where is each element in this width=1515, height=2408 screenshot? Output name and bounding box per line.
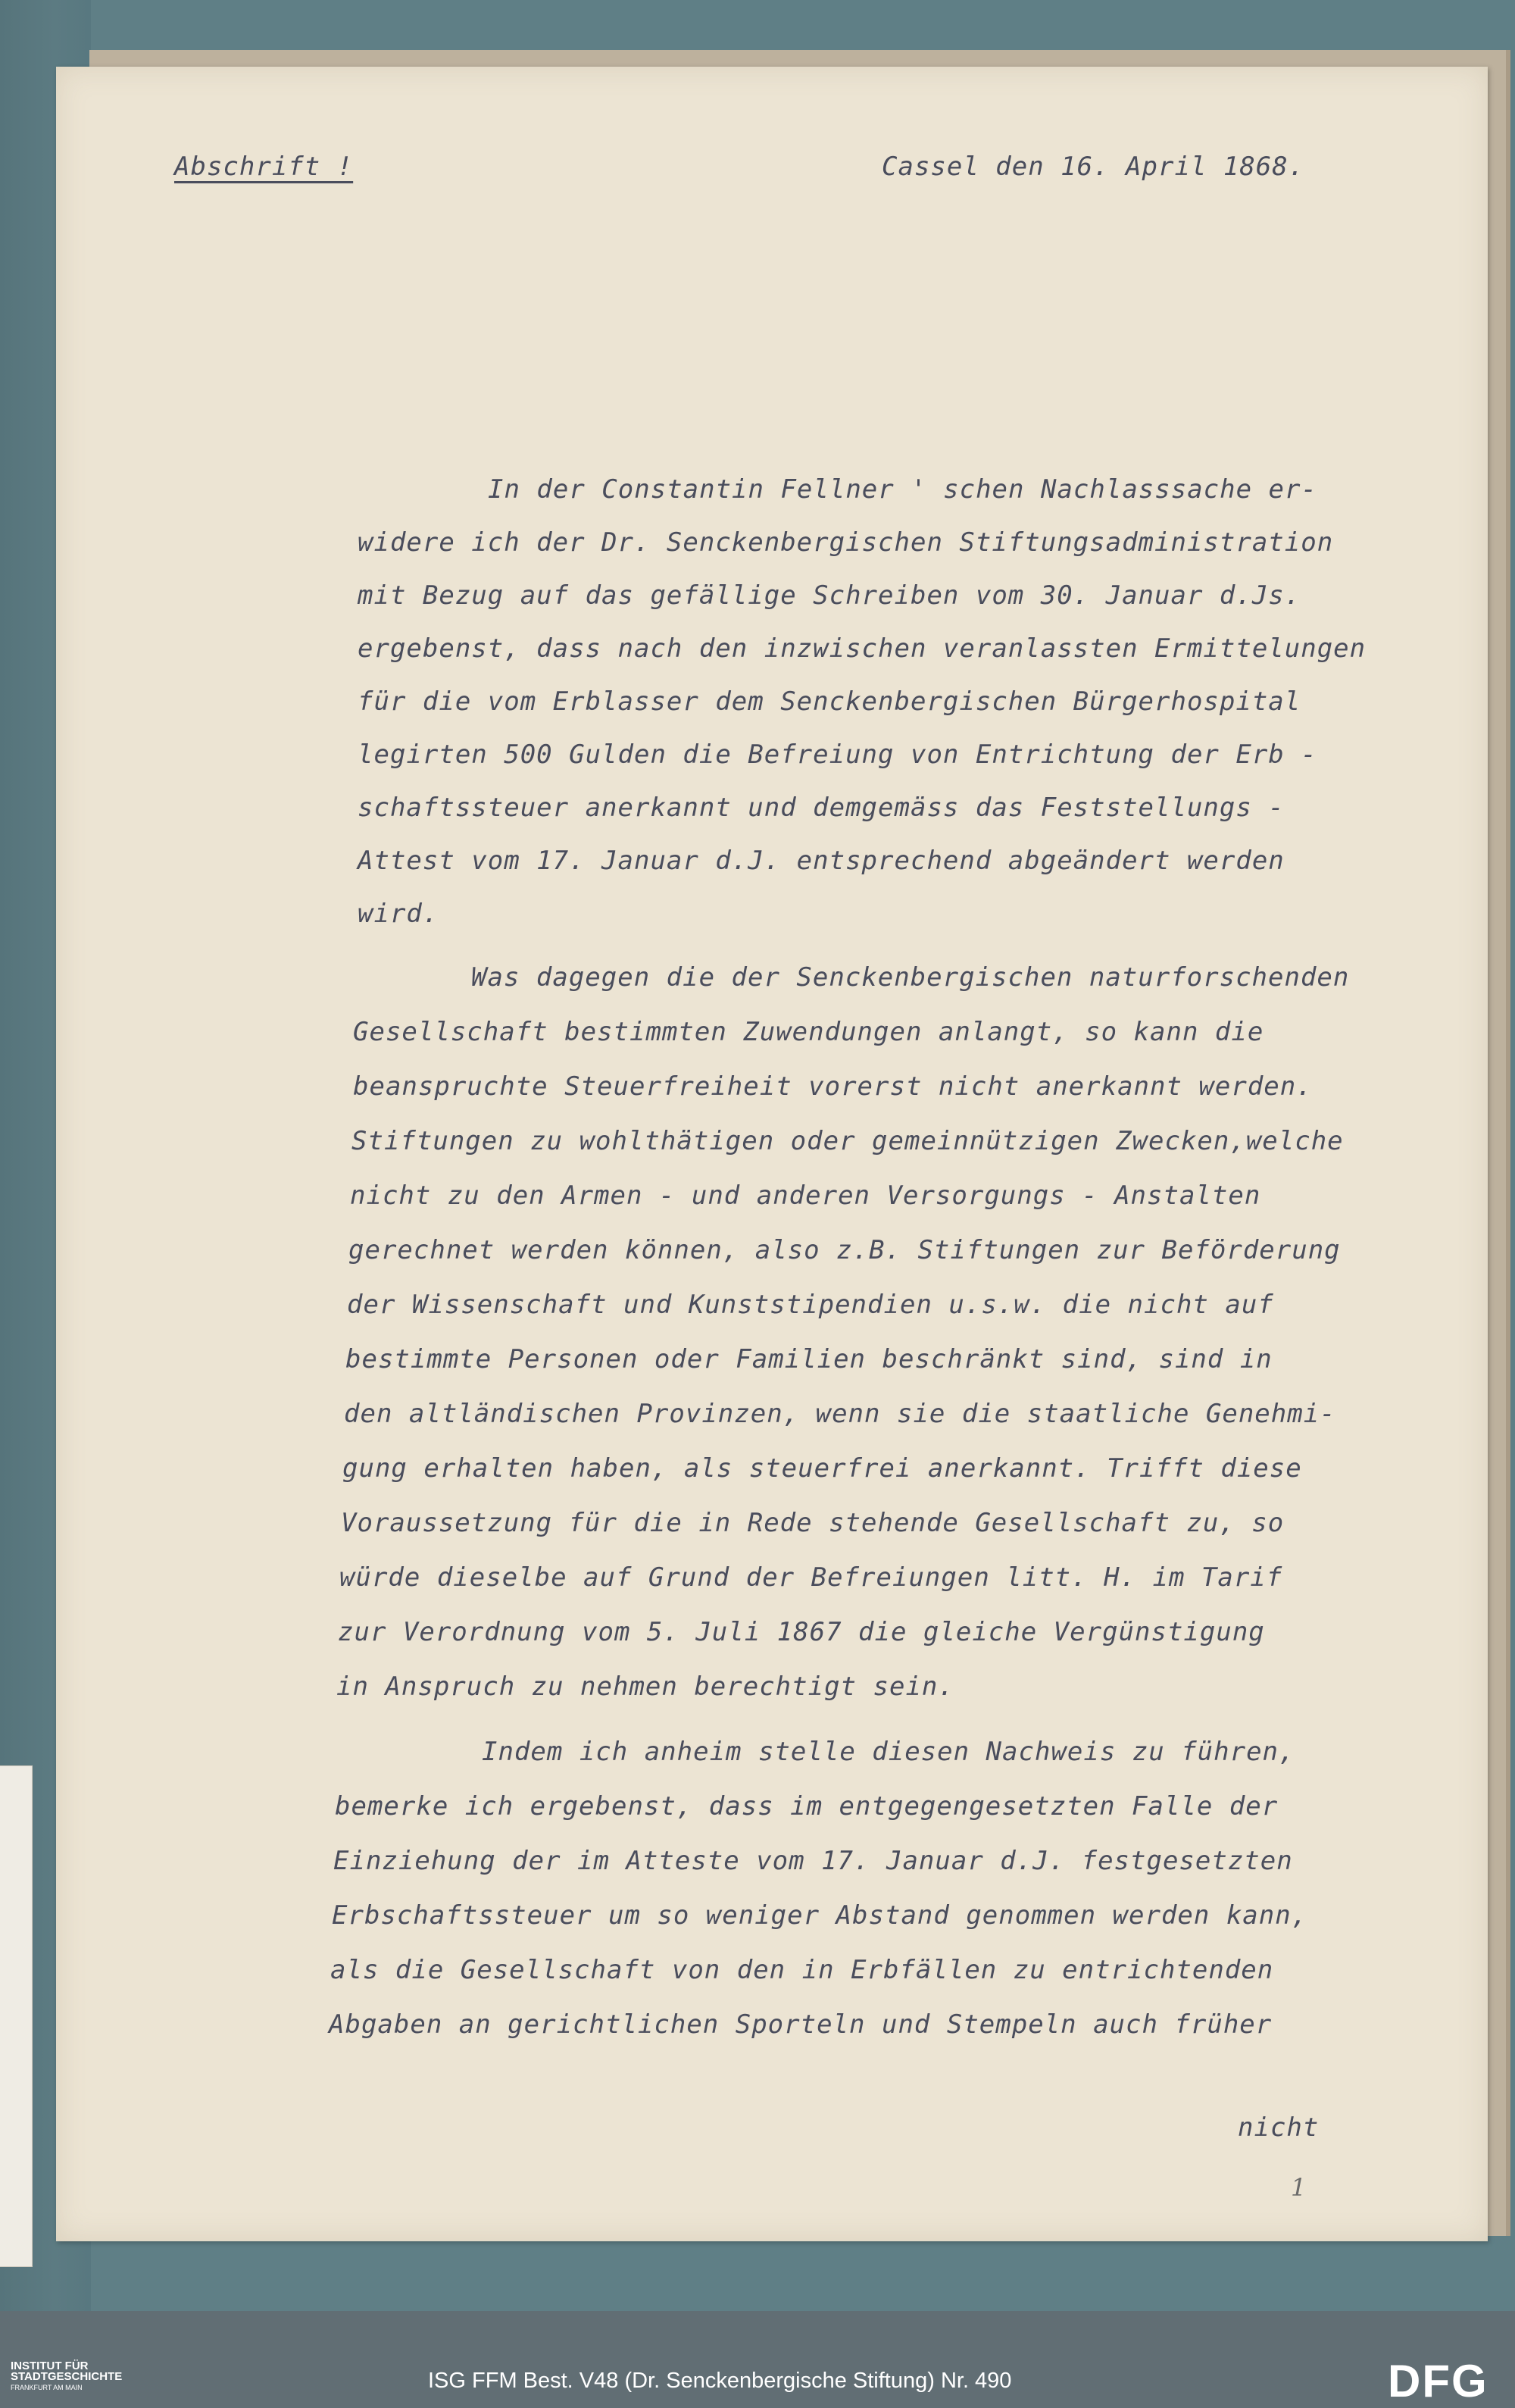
text-line: Gesellschaft bestimmten Zuwendungen anlangt, so kann die xyxy=(353,1017,1264,1047)
document-page xyxy=(56,67,1488,2241)
text-line: gerechnet werden können, also z.B. Stiftungen zur Beförderung xyxy=(348,1235,1341,1265)
text-line: in Anspruch zu nehmen berechtigt sein. xyxy=(336,1672,954,1702)
text-line: als die Gesellschaft von den in Erbfällen zu entrichtenden xyxy=(330,1955,1274,1985)
folio-number: 1 xyxy=(1291,2173,1307,2202)
text-line: beanspruchte Steuerfreiheit vorerst nicht anerkannt werden. xyxy=(353,1071,1313,1102)
text-line: mit Bezug auf das gefällige Schreiben vom 30. Januar d.Js. xyxy=(358,580,1301,611)
text-line: nicht zu den Armen - und anderen Versorgungs - Anstalten xyxy=(350,1181,1261,1211)
text-line: Einziehung der im Atteste vom 17. Januar d.J. festgesetzten xyxy=(333,1846,1293,1876)
reference-card xyxy=(0,1765,33,2267)
text-line: ergebenst, dass nach den inzwischen veranlassten Ermittelungen xyxy=(358,633,1367,664)
dfg-logo: DFG xyxy=(1388,2356,1488,2406)
header-abschrift: Abschrift ! xyxy=(174,152,354,182)
text-line: Stiftungen zu wohlthätigen oder gemeinnützigen Zwecken,welche xyxy=(351,1126,1344,1156)
text-line: Indem ich anheim stelle diesen Nachweis zu führen, xyxy=(482,1737,1295,1767)
text-line: Voraussetzung für die in Rede stehende Gesellschaft zu, so xyxy=(341,1508,1285,1538)
text-line: bemerke ich ergebenst, dass im entgegengesetzten Falle der xyxy=(335,1791,1279,1822)
text-line: für die vom Erblasser dem Senckenbergischen Bürgerhospital xyxy=(358,686,1301,717)
logo-line: STADTGESCHICHTE xyxy=(11,2370,123,2383)
text-line: Attest vom 17. Januar d.J. entsprechend abgeändert werden xyxy=(358,846,1285,876)
text-line: legirten 500 Gulden die Befreiung von Entrichtung der Erb - xyxy=(358,740,1317,770)
text-line: der Wissenschaft und Kunststipendien u.s.w. die nicht auf xyxy=(347,1290,1274,1320)
text-line: Abgaben an gerichtlichen Sporteln und Stempeln auch früher xyxy=(329,2009,1273,2040)
archive-caption: ISG FFM Best. V48 (Dr. Senckenbergische Stiftung) Nr. 490 xyxy=(428,2369,1012,2393)
text-line: widere ich der Dr. Senckenbergischen Stiftungsadministration xyxy=(358,527,1334,558)
logo-line: INSTITUT FÜR xyxy=(11,2360,89,2372)
text-line: Was dagegen die der Senckenbergischen naturforschenden xyxy=(471,962,1350,993)
institute-logo xyxy=(11,2361,122,2393)
text-line: In der Constantin Fellner ' schen Nachlasssache er- xyxy=(488,474,1317,505)
text-line: schaftssteuer anerkannt und demgemäss das Feststellungs - xyxy=(358,793,1285,823)
catchword: nicht xyxy=(1238,2112,1320,2143)
text-line: wird. xyxy=(358,899,439,929)
text-line: würde dieselbe auf Grund der Befreiungen litt. H. im Tarif xyxy=(339,1562,1283,1593)
text-line: bestimmte Personen oder Familien beschränkt sind, sind in xyxy=(345,1344,1273,1374)
text-line: Erbschaftssteuer um so weniger Abstand genommen werden kann, xyxy=(332,1900,1308,1931)
text-line: gung erhalten haben, als steuerfrei anerkannt. Trifft diese xyxy=(342,1453,1302,1484)
header-date: Cassel den 16. April 1868. xyxy=(882,152,1305,182)
text-line: den altländischen Provinzen, wenn sie die staatliche Genehmi- xyxy=(344,1399,1336,1429)
text-line: zur Verordnung vom 5. Juli 1867 die gleiche Vergünstigung xyxy=(338,1617,1265,1647)
logo-line: FRANKFURT AM MAIN xyxy=(11,2384,83,2391)
